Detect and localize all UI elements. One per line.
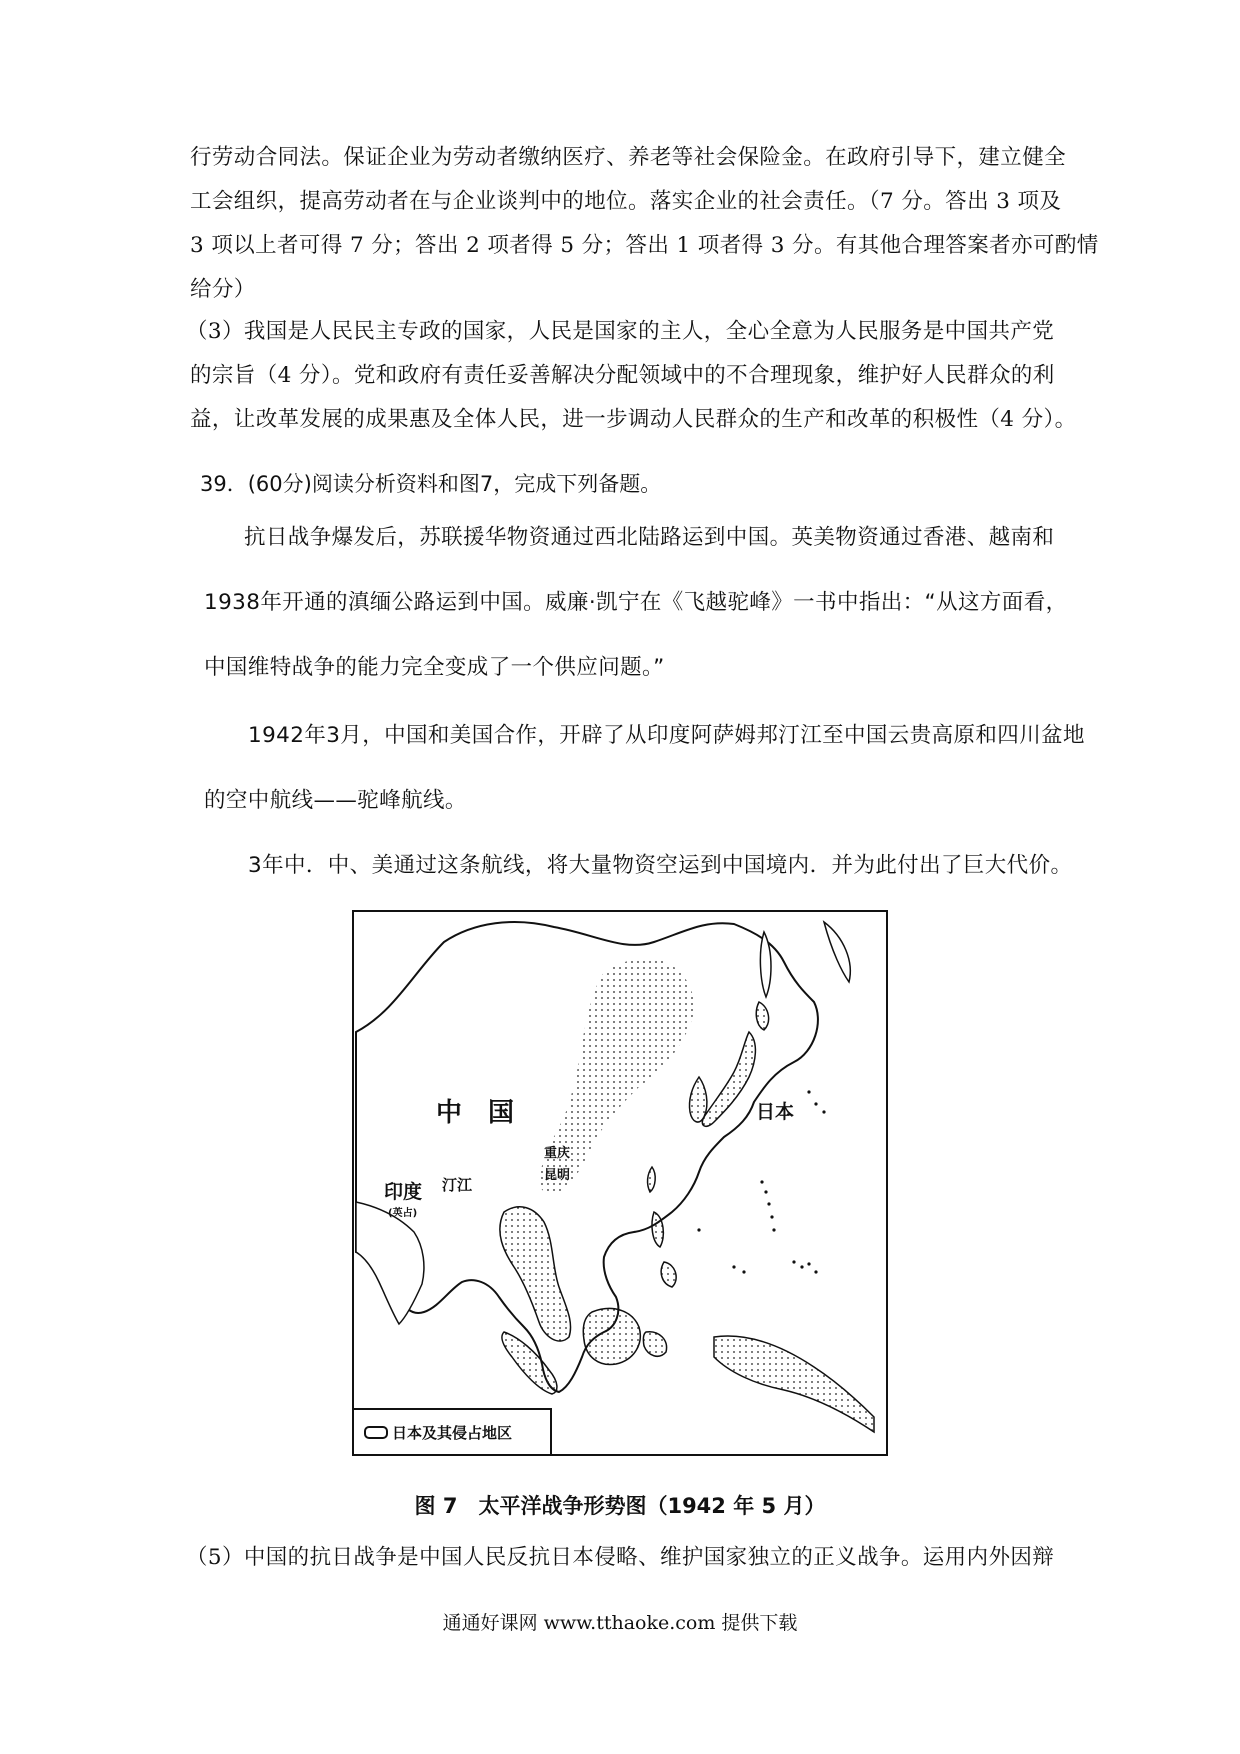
material-line: 的空中航线——驼峰航线。 <box>204 788 467 813</box>
borneo-shape <box>583 1308 640 1364</box>
map-label-india: 印度 <box>384 1181 423 1203</box>
map-label-kunming: 昆明 <box>544 1168 571 1183</box>
question-5-line: （5）中国的抗日战争是中国人民反抗日本侵略、维护国家独立的正义战争。运用内外因辩 <box>186 1545 1055 1570</box>
material-line: 抗日战争爆发后，苏联援华物资通过西北陆路运到中国。英美物资通过香港、越南和 <box>244 525 1055 550</box>
philippines-south <box>661 1262 676 1287</box>
legend-swatch-icon <box>364 1426 388 1439</box>
map-label-chongqing: 重庆 <box>544 1146 571 1161</box>
text-line: 工会组织，提高劳动者在与企业谈判中的地位。落实企业的社会责任。（7 分。答出 3 项及 <box>190 189 1062 214</box>
map-label-india-note: (英占) <box>388 1208 418 1219</box>
answer-3-line: 益，让改革发展的成果惠及全体人民，进一步调动人民群众的生产和改革的积极性（4 分）。 <box>190 407 1077 432</box>
material-line: 中国维特战争的能力完全变成了一个供应问题。” <box>204 655 665 680</box>
material-line: 1942年3月，中国和美国合作，开辟了从印度阿萨姆邦汀江至中国云贵高原和四川盆地 <box>248 723 1085 748</box>
celebes-shape <box>643 1332 666 1357</box>
answer-3-line: （3）我国是人民民主专政的国家，人民是国家的主人，全心全意为人民服务是中国共产党 <box>186 319 1055 344</box>
question-39-heading: 39．(60分)阅读分析资料和图7，完成下列备题。 <box>200 472 662 496</box>
kamchatka-shape <box>824 922 850 982</box>
map-label-japan: 日本 <box>756 1101 795 1123</box>
map-drawing <box>354 912 888 1456</box>
text-line: 3 项以上者可得 7 分；答出 2 项者得 5 分；答出 1 项者得 3 分。有其他合理答案者亦可酌情 <box>190 233 1099 258</box>
material-line: 3年中．中、美通过这条航线，将大量物资空运到中国境内．并为此付出了巨大代价。 <box>248 853 1073 878</box>
page-footer: 通通好课网 www.tthaoke.com 提供下载 <box>442 1612 798 1634</box>
material-line: 1938年开通的滇缅公路运到中国。威廉·凯宁在《飞越驼峰》一书中指出：“从这方面看， <box>204 590 1068 615</box>
new-guinea-shape <box>714 1336 874 1432</box>
answer-3-line: 的宗旨（4 分）。党和政府有责任妥善解决分配领域中的不合理现象，维护好人民群众的利 <box>190 363 1055 388</box>
map-label-dingjiang: 汀江 <box>442 1176 473 1194</box>
map-legend <box>354 1408 552 1454</box>
pacific-war-map <box>352 910 888 1456</box>
text-line: 行劳动合同法。保证企业为劳动者缴纳医疗、养老等社会保险金。在政府引导下，建立健全 <box>190 145 1067 170</box>
text-line: 给分） <box>190 277 256 302</box>
figure-caption: 图 7 太平洋战争形势图（1942 年 5 月） <box>414 1494 826 1518</box>
map-label-china: 中 国 <box>436 1098 515 1128</box>
legend-text: 日本及其侵占地区 <box>392 1423 513 1442</box>
